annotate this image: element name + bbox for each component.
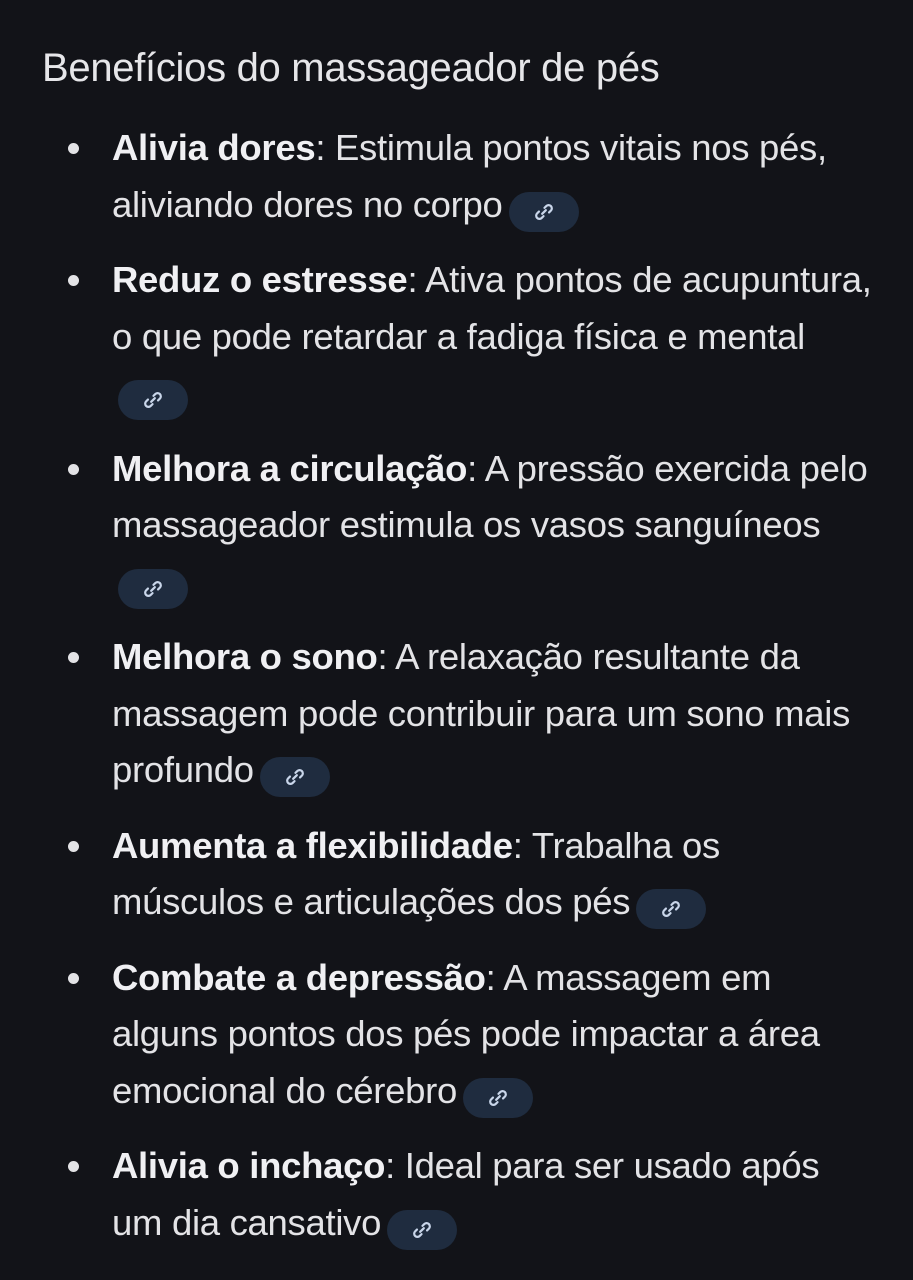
source-link-button[interactable] <box>118 569 188 609</box>
item-heading: Alivia dores <box>112 127 316 168</box>
item-text: : A massagem em alguns pontos dos pés pode impactar a área emocional do cérebro <box>112 956 820 1111</box>
source-link-button[interactable] <box>260 757 330 797</box>
link-icon <box>487 1087 509 1109</box>
link-icon <box>142 389 164 411</box>
list-item <box>42 441 873 611</box>
item-text: : Estimula pontos vitais nos pés, aliviando dores no corpo <box>112 127 827 225</box>
link-icon <box>533 201 555 223</box>
item-text: : A pressão exercida pelo massageador estimula os vasos sanguíneos <box>112 447 868 545</box>
item-heading: Reduz o estresse <box>112 259 408 300</box>
link-icon <box>411 1219 433 1241</box>
item-text: : A relaxação resultante da massagem pode contribuir para um sono mais profundo <box>112 636 851 790</box>
link-icon <box>284 766 306 788</box>
item-heading: Alivia o inchaço <box>112 1145 386 1186</box>
bullet-dot <box>68 841 79 852</box>
list-item <box>42 629 873 799</box>
benefits-list <box>42 120 873 1251</box>
bullet-dot <box>68 275 79 286</box>
item-text: : Ideal para ser usado após um dia cansativo <box>112 1145 820 1243</box>
source-link-button[interactable] <box>463 1078 533 1118</box>
bullet-dot <box>68 652 79 663</box>
link-icon <box>142 578 164 600</box>
bullet-dot <box>68 973 79 984</box>
list-item <box>42 950 873 1120</box>
bullet-dot <box>68 464 79 475</box>
section-title: Benefícios do massageador de pés <box>42 46 660 90</box>
list-item <box>42 252 873 422</box>
item-heading: Melhora o sono <box>112 636 378 677</box>
item-heading: Melhora a circulação <box>112 447 468 489</box>
item-heading: Combate a depressão <box>112 956 486 998</box>
list-item <box>42 818 873 931</box>
list-item <box>42 120 873 233</box>
item-heading: Aumenta a flexibilidade <box>112 824 513 866</box>
source-link-button[interactable] <box>118 380 188 420</box>
bullet-dot <box>68 143 79 154</box>
item-text: : Ativa pontos de acupuntura, o que pode retardar a fadiga física e mental <box>112 259 872 357</box>
source-link-button[interactable] <box>387 1210 457 1250</box>
source-link-button[interactable] <box>636 889 706 929</box>
link-icon <box>660 898 682 920</box>
source-link-button[interactable] <box>509 192 579 232</box>
list-item <box>42 1138 873 1251</box>
bullet-dot <box>68 1161 79 1172</box>
item-text: : Trabalha os músculos e articulações dos pés <box>112 824 720 922</box>
